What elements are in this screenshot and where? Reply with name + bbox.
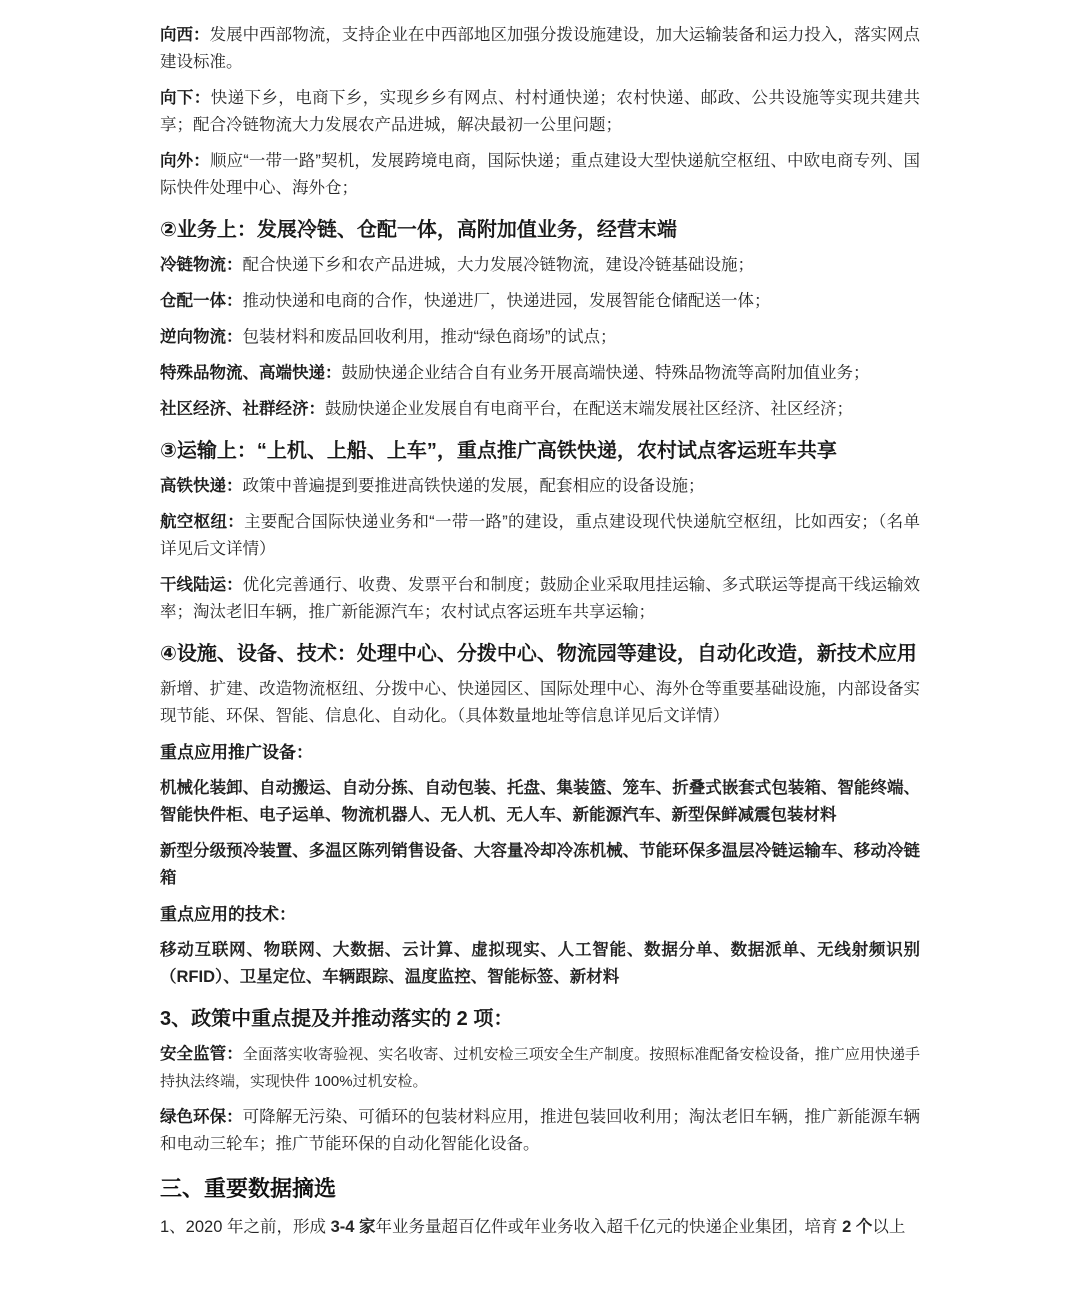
paragraph	[160, 473, 920, 500]
paragraph-text: 推动快递和电商的合作，快递进厂，快递进园，发展智能仓储配送一体；	[242, 292, 771, 310]
paragraph	[160, 1104, 920, 1158]
paragraph-text: 全面落实收寄验视、实名收寄、过机安检三项安全生产制度。按照标准配备安检设备，推广应用快递手持执法终端，实现快件 100%过机安检。	[160, 1046, 921, 1090]
paragraph-segment: 年业务量超百亿件或年业务收入超千亿元的快递企业集团，培育	[375, 1218, 843, 1236]
paragraph-text: 快递下乡，电商下乡，实现乡乡有网点、村村通快递；农村快递、邮政、公共设施等实现共建共享；配合冷链物流大力发展农产品进城，解决最初一公里问题；	[160, 89, 921, 134]
paragraph-text: 包装材料和废品回收利用，推动“绿色商场”的试点；	[242, 328, 617, 346]
paragraph-text: 顺应“一带一路”契机，发展跨境电商，国际快递；重点建设大型快递航空枢纽、中欧电商专列、国际快件处理中心、海外仓；	[160, 152, 921, 197]
paragraph-text: 鼓励快递企业结合自有业务开展高端快递、特殊品物流等高附加值业务；	[341, 364, 870, 382]
section-heading: ②业务上：发展冷链、仓配一体，高附加值业务，经营末端	[160, 219, 677, 241]
paragraph-label: 安全监管：	[160, 1045, 243, 1063]
paragraph-label: 仓配一体：	[160, 292, 243, 310]
paragraph-text: 配合快递下乡和农产品进城，大力发展冷链物流，建设冷链基础设施；	[242, 256, 754, 274]
section-heading: 3、政策中重点提及并推动落实的 2 项：	[160, 1008, 514, 1030]
section-heading: 三、重要数据摘选	[160, 1176, 337, 1201]
paragraph: 机械化装卸、自动搬运、自动分拣、自动包装、托盘、集装篮、笼车、折叠式嵌套式包装箱、智能终端、智能快件柜、电子运单、物流机器人、无人机、无人车、新能源汽车、新型保鲜减震包装材料	[160, 779, 920, 824]
paragraph-segment: 3-4 家	[330, 1218, 376, 1236]
paragraph	[160, 324, 920, 351]
paragraph-label: 社区经济、社群经济：	[160, 400, 325, 418]
paragraph	[160, 572, 920, 626]
paragraph-segment: 以上	[872, 1218, 906, 1236]
section-heading: ④设施、设备、技术：处理中心、分拨中心、物流园等建设，自动化改造，新技术应用	[160, 643, 917, 665]
paragraph-label: 特殊品物流、高端快递：	[160, 364, 342, 382]
paragraph	[160, 85, 920, 139]
paragraph-segment: 1、2020 年之前，形成	[160, 1218, 331, 1236]
paragraph: 新型分级预冷装置、多温区陈列销售设备、大容量冷却冷冻机械、节能环保多温层冷链运输车、移动冷链箱	[160, 842, 920, 887]
document-body	[160, 0, 920, 1241]
section-heading: ③运输上：“上机、上船、上车”，重点推广高铁快递，农村试点客运班车共享	[160, 440, 837, 462]
paragraph-label: 高铁快递：	[160, 477, 243, 495]
paragraph-label: 向外：	[160, 152, 210, 170]
paragraph	[160, 360, 920, 387]
paragraph	[160, 252, 920, 279]
paragraph-label: 逆向物流：	[160, 328, 243, 346]
paragraph	[160, 288, 920, 315]
paragraph-text: 优化完善通行、收费、发票平台和制度；鼓励企业采取甩挂运输、多式联运等提高干线运输效率；淘汰老旧车辆，推广新能源汽车；农村试点客运班车共享运输；	[160, 576, 921, 621]
paragraph	[160, 148, 920, 202]
paragraph	[160, 509, 920, 563]
paragraph-text: 发展中西部物流，支持企业在中西部地区加强分拨设施建设，加大运输装备和运力投入，落实网点建设标准。	[160, 26, 921, 71]
paragraph-segment: 2 个	[842, 1218, 873, 1236]
paragraph	[160, 1214, 920, 1241]
paragraph-text: 主要配合国际快递业务和“一带一路”的建设，重点建设现代快递航空枢纽，比如西安；（名单详见后文详情）	[160, 513, 920, 558]
paragraph-label: 航空枢纽：	[160, 513, 245, 531]
paragraph-label: 向下：	[160, 89, 211, 107]
sub-heading: 重点应用推广设备：	[160, 743, 313, 762]
paragraph-text: 可降解无污染、可循环的包装材料应用，推进包装回收利用；淘汰老旧车辆，推广新能源车辆和电动三轮车；推广节能环保的自动化智能化设备。	[160, 1108, 921, 1153]
paragraph	[160, 396, 920, 423]
paragraph-label: 绿色环保：	[160, 1108, 243, 1126]
paragraph-label: 干线陆运：	[160, 576, 243, 594]
paragraph	[160, 22, 920, 76]
paragraph-text: 政策中普遍提到要推进高铁快递的发展，配套相应的设备设施；	[242, 477, 705, 495]
paragraph	[160, 1041, 920, 1095]
paragraph-label: 向西：	[160, 26, 210, 44]
paragraph: 移动互联网、物联网、大数据、云计算、虚拟现实、人工智能、数据分单、数据派单、无线射频识别（RFID）、卫星定位、车辆跟踪、温度监控、智能标签、新材料	[160, 941, 920, 986]
paragraph-text: 鼓励快递企业发展自有电商平台，在配送末端发展社区经济、社区经济；	[325, 400, 853, 418]
paragraph-label: 冷链物流：	[160, 256, 243, 274]
sub-heading: 重点应用的技术：	[160, 905, 296, 924]
paragraph: 新增、扩建、改造物流枢纽、分拨中心、快递园区、国际处理中心、海外仓等重要基础设施，内部设备实现节能、环保、智能、信息化、自动化。（具体数量地址等信息详见后文详情）	[160, 680, 920, 725]
